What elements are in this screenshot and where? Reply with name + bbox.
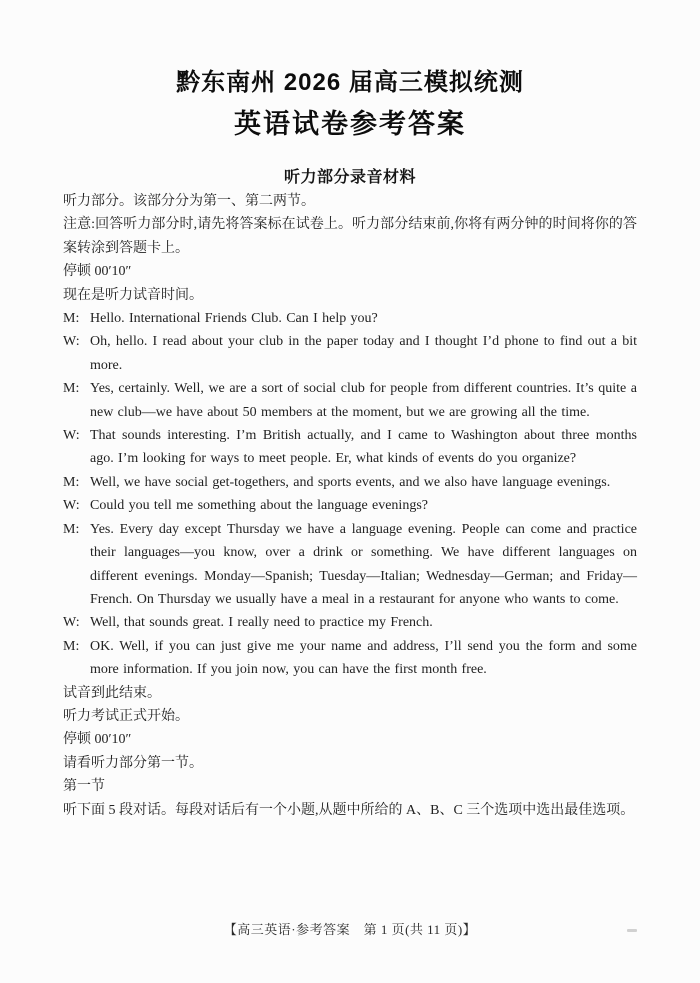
speaker-label: W: xyxy=(63,428,80,444)
transcript xyxy=(63,190,637,822)
speaker-label: M: xyxy=(63,381,80,397)
speaker-label: M: xyxy=(63,521,80,537)
dialogue-text: OK. Well, if you can just give me your name and address, I’ll send you the form and some more information. If you join now, you can have the first month free. xyxy=(90,638,637,678)
dialogue-text: Well, we have social get-togethers, and sports events, and we also have language evenings. xyxy=(90,474,611,490)
text-line: 停顿 00′10″ xyxy=(63,264,132,280)
answer-key-title: 英语试卷参考答案 xyxy=(234,109,466,139)
text-line: 听下面 5 段对话。每段对话后有一个小题,从题中所给的 A、B、C 三个选项中选出最佳选项。 xyxy=(63,802,635,818)
text-line: 第一节 xyxy=(63,779,105,795)
dialogue-line xyxy=(63,307,637,330)
listening-material-header: 听力部分录音材料 xyxy=(283,169,416,186)
dialogue-text: Well, that sounds great. I really need to practice my French. xyxy=(90,615,433,631)
text-line: 停顿 00′10″ xyxy=(63,732,132,748)
dialogue-text: Oh, hello. I read about your club in the paper today and I thought I’d phone to find out a bit more. xyxy=(90,334,637,373)
speaker-label: M: xyxy=(63,638,80,654)
text-line: 听力考试正式开始。 xyxy=(63,708,189,724)
dialogue-text: Could you tell me something about the language evenings? xyxy=(90,498,428,514)
dialogue-line xyxy=(63,377,637,424)
dialogue-text: That sounds interesting. I’m British actually, and I came to Washington about three months ago. I’m looking for ways to meet people. Er, what kinds of events do you organize? xyxy=(90,428,637,467)
dialogue-line xyxy=(63,518,637,612)
text-line: 注意:回答听力部分时,请先将答案标在试卷上。听力部分结束前,你将有两分钟的时间将你的答案转涂到答题卡上。 xyxy=(63,217,637,256)
dialogue-line xyxy=(63,330,637,377)
dialogue-text: Yes, certainly. Well, we are a sort of social club for people from different countries. It’s quite a new club—we have about 50 members at the moment, but we are growing all the time. xyxy=(90,381,637,420)
text-line: 听力部分。该部分分为第一、第二两节。 xyxy=(63,194,315,209)
dialogue-line xyxy=(63,494,637,517)
dialogue-line xyxy=(63,635,637,682)
speaker-label: W: xyxy=(63,334,80,350)
scan-artifact xyxy=(627,929,637,932)
speaker-label: W: xyxy=(63,615,80,631)
dialogue-line xyxy=(63,424,637,471)
text-line: 请看听力部分第一节。 xyxy=(63,755,203,771)
page-footer: 【高三英语·参考答案 第 1 页(共 11 页)】 xyxy=(223,922,477,937)
speaker-label: M: xyxy=(63,311,80,327)
exam-title: 黔东南州 2026 届高三模拟统测 xyxy=(176,69,524,96)
dialogue-text: Yes. Every day except Thursday we have a language evening. People can come and practice their languages—you know, over a drink or something. We have different languages on different evenings. Monday—Spanish; Tuesday—Italian; Wednesday—German; and Friday—French. On Thursday we usually have a meal in a restaurant for anyone who wants to come. xyxy=(90,521,637,607)
speaker-label: M: xyxy=(63,474,80,490)
text-line: 试音到此结束。 xyxy=(63,685,161,701)
dialogue-line xyxy=(63,471,637,494)
speaker-label: W: xyxy=(63,498,80,514)
dialogue-text: Hello. International Friends Club. Can I help you? xyxy=(90,311,378,327)
dialogue-line xyxy=(63,611,637,634)
text-line: 现在是听力试音时间。 xyxy=(63,287,203,303)
